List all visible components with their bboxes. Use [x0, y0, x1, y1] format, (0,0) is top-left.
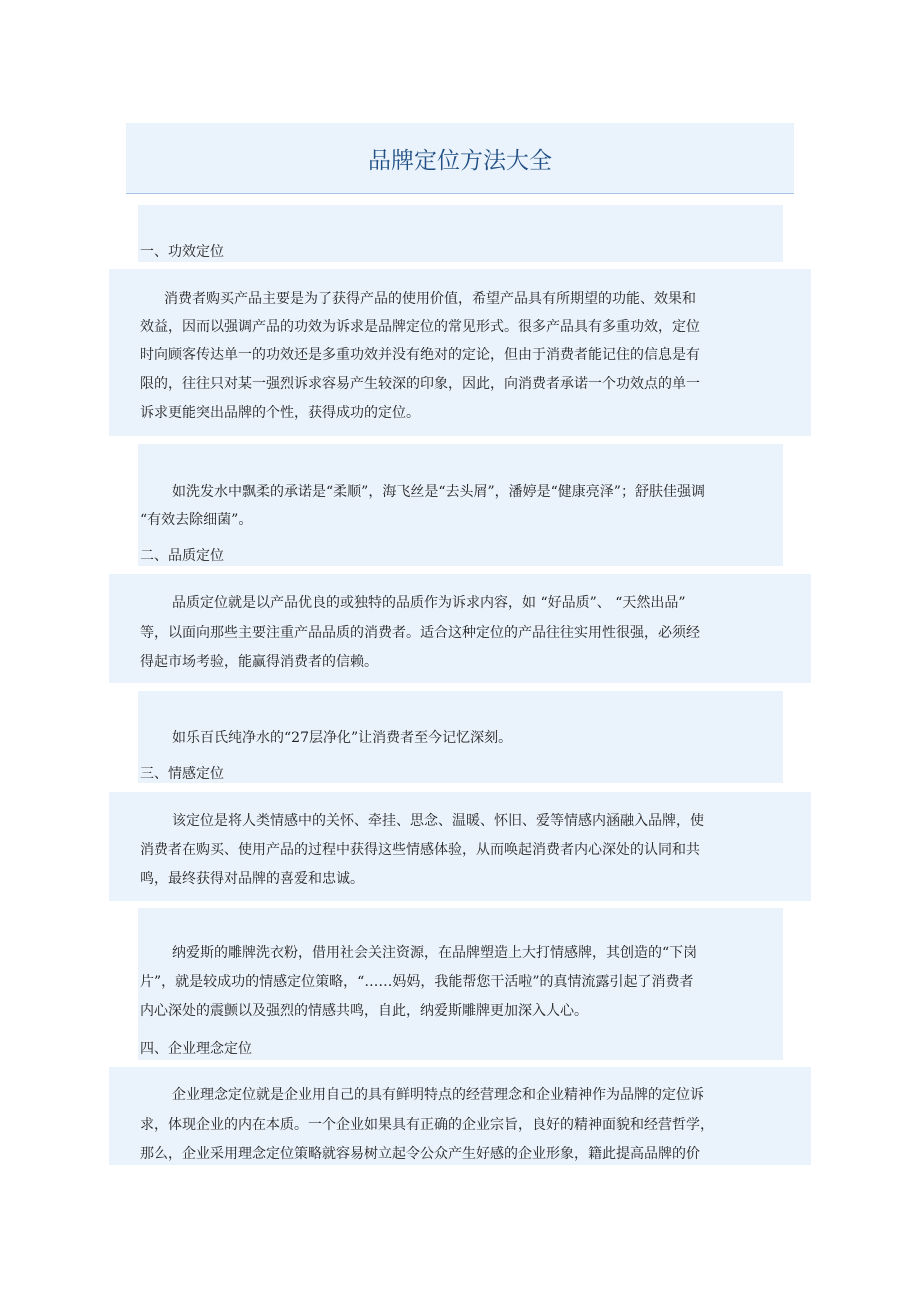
body-line: 得起市场考验，能赢得消费者的信赖。: [140, 654, 378, 670]
example-line: 如乐百氏纯净水的“27层净化”让消费者至今记忆深刻。: [172, 730, 513, 746]
example-line: 片”，就是较成功的情感定位策略，“……妈妈，我能帮您干活啦”的真情流露引起了消费者: [140, 974, 694, 990]
body-line: 诉求更能突出品牌的个性，获得成功的定位。: [140, 405, 420, 421]
body-line: 品质定位就是以产品优良的或独特的品质作为诉求内容，如 “好品质”、 “天然出品”: [172, 595, 686, 611]
body-line: 求，体现企业的内在本质。一个企业如果具有正确的企业宗旨，良好的精神面貌和经营哲学，: [140, 1117, 714, 1133]
section-heading: 四、企业理念定位: [140, 1041, 252, 1057]
body-line: 限的，往往只对某一强烈诉求容易产生较深的印象，因此，向消费者承诺一个功效点的单一: [140, 376, 700, 392]
body-line: 鸣，最终获得对品牌的喜爱和忠诚。: [140, 871, 364, 887]
section-heading: 二、品质定位: [140, 548, 224, 564]
section-heading: 一、功效定位: [140, 244, 224, 260]
body-line: 消费者购买产品主要是为了获得产品的使用价值，希望产品具有所期望的功能、效果和: [164, 291, 696, 307]
section-heading: 三、情感定位: [140, 766, 224, 782]
example-line: 纳爱斯的雕牌洗衣粉，借用社会关注资源，在品牌塑造上大打情感牌，其创造的“下岗: [172, 945, 698, 961]
example-line: 内心深处的震颤以及强烈的情感共鸣，自此，纳爱斯雕牌更加深入人心。: [140, 1003, 588, 1019]
body-line: 等，以面向那些主要注重产品品质的消费者。适合这种定位的产品往往实用性很强，必须经: [140, 625, 700, 641]
body-line: 时向顾客传达单一的功效还是多重功效并没有绝对的定论，但由于消费者能记住的信息是有: [140, 347, 700, 363]
body-line: 效益，因而以强调产品的功效为诉求是品牌定位的常见形式。很多产品具有多重功效，定位: [140, 319, 700, 335]
page-title: 品牌定位方法大全: [368, 147, 552, 174]
title-banner: [126, 123, 794, 194]
panel: [138, 205, 783, 262]
body-line: 企业理念定位就是企业用自己的具有鲜明特点的经营理念和企业精神作为品牌的定位诉: [172, 1087, 704, 1103]
example-line: “有效去除细菌”。: [140, 512, 253, 528]
example-line: 如洗发水中飘柔的承诺是“柔顺”，海飞丝是“去头屑”，潘婷是“健康亮泽”；舒肤佳强调: [172, 484, 705, 500]
body-line: 消费者在购买、使用产品的过程中获得这些情感体验，从而唤起消费者内心深处的认同和共: [140, 842, 700, 858]
body-line: 那么，企业采用理念定位策略就容易树立起令公众产生好感的企业形象，籍此提高品牌的价: [140, 1146, 700, 1162]
panel: [138, 444, 783, 566]
body-line: 该定位是将人类情感中的关怀、牵挂、思念、温暖、怀旧、爱等情感内涵融入品牌，使: [172, 813, 704, 829]
